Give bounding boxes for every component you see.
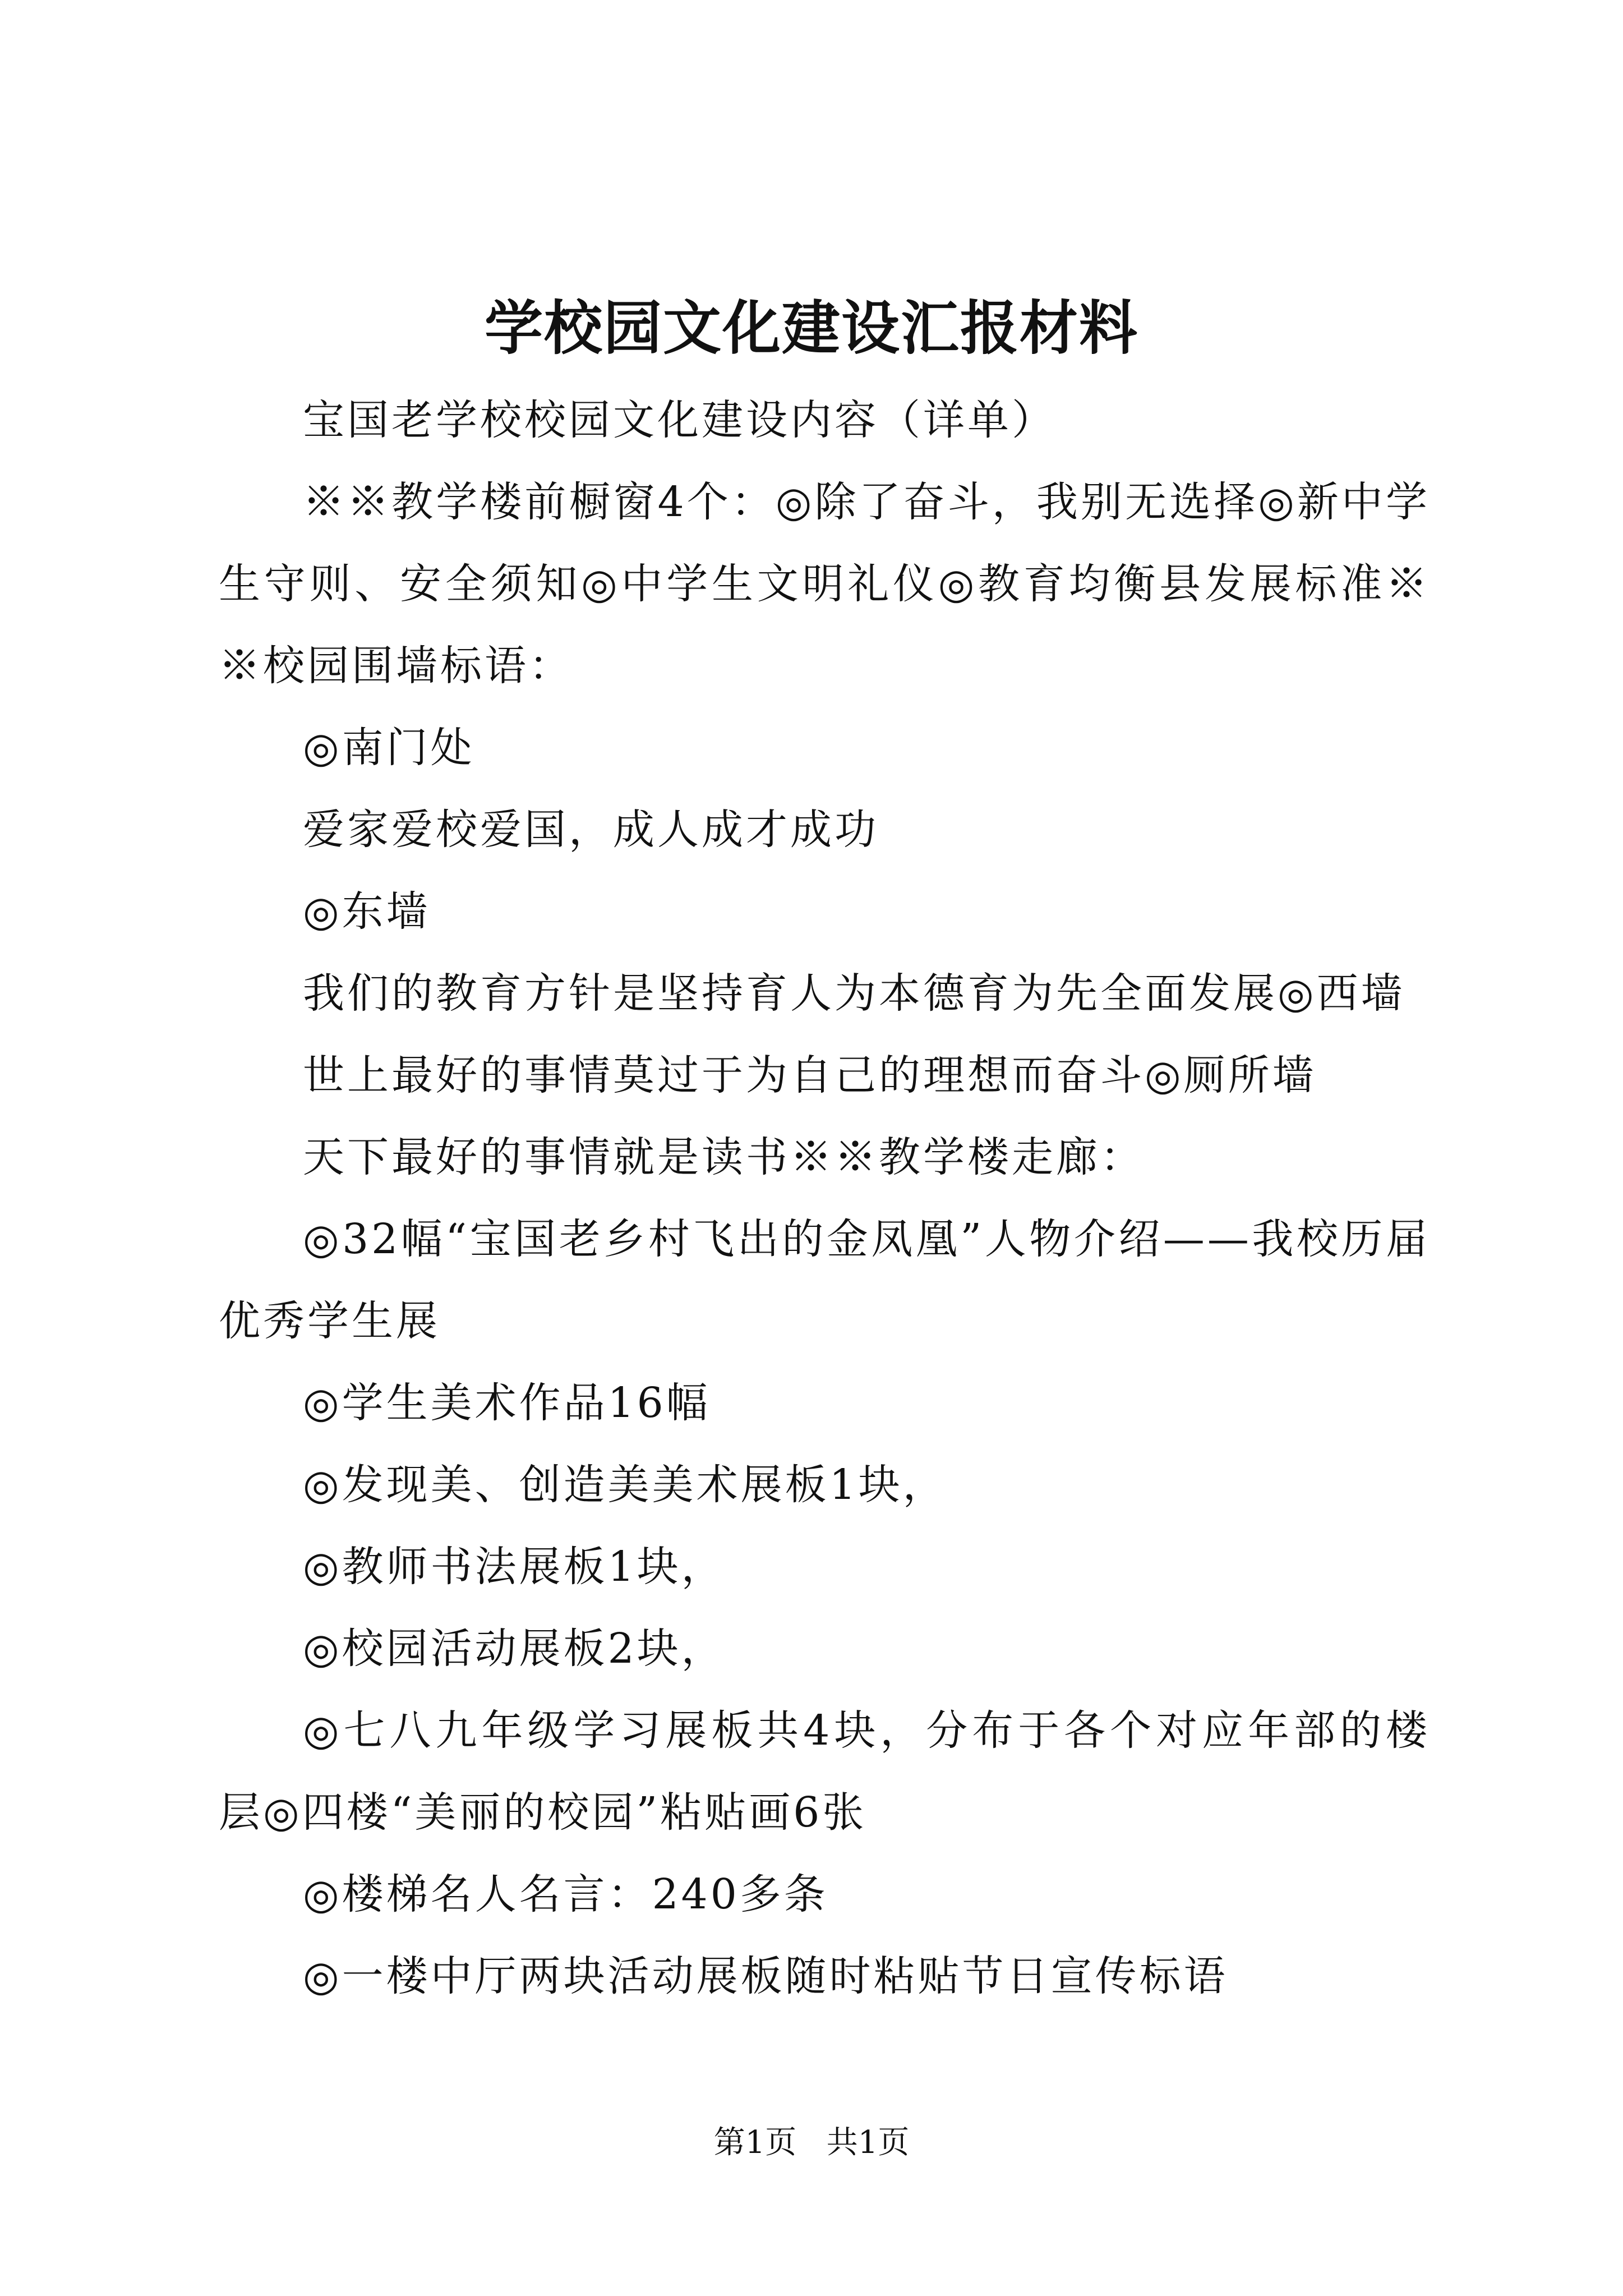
page-number: 第1页 <box>713 2124 797 2161</box>
footer-gap <box>806 2124 817 2161</box>
page-total: 共1页 <box>826 2124 910 2161</box>
paragraph: ◎32幅“宝国老乡村飞出的金凤凰”人物介绍——我校历届优秀学生展 <box>219 1215 1430 1345</box>
paragraph: ◎七八九年级学习展板共4块，分布于各个对应年部的楼层◎四楼“美丽的校园”粘贴画6张 <box>219 1706 1430 1837</box>
paragraph: 宝国老学校校园文化建设内容（详单） <box>303 396 1056 444</box>
paragraph: ◎学生美术作品16幅 <box>303 1379 711 1427</box>
paragraph: 世上最好的事情莫过于为自己的理想而奋斗◎厕所墙 <box>303 1051 1317 1099</box>
paragraph: 天下最好的事情就是读书※※教学楼走廊： <box>303 1133 1145 1181</box>
paragraph: ◎一楼中厅两块活动展板随时粘贴节日宣传标语 <box>303 1952 1228 2000</box>
document-body <box>219 379 1430 2017</box>
paragraph: ◎发现美、创造美美术展板1块， <box>303 1461 947 1509</box>
paragraph: 爱家爱校爱国，成人成才成功 <box>303 806 879 854</box>
paragraph: 我们的教育方针是坚持育人为本德育为先全面发展◎西墙 <box>303 969 1405 1018</box>
paragraph: ◎校园活动展板2块， <box>303 1625 726 1673</box>
paragraph: ◎教师书法展板1块， <box>303 1543 726 1591</box>
document-title: 学校园文化建设汇报材料 <box>484 293 1138 362</box>
page-footer <box>0 2120 1623 2165</box>
paragraph: ◎东墙 <box>303 887 431 936</box>
paragraph: ※※教学楼前橱窗4个：◎除了奋斗，我别无选择◎新中学生守则、安全须知◎中学生文明礼仪◎教育均衡县发展标准※※校园围墙标语： <box>219 478 1430 690</box>
paragraph: ◎楼梯名人名言：240多条 <box>303 1870 828 1918</box>
paragraph: ◎南门处 <box>303 724 475 772</box>
